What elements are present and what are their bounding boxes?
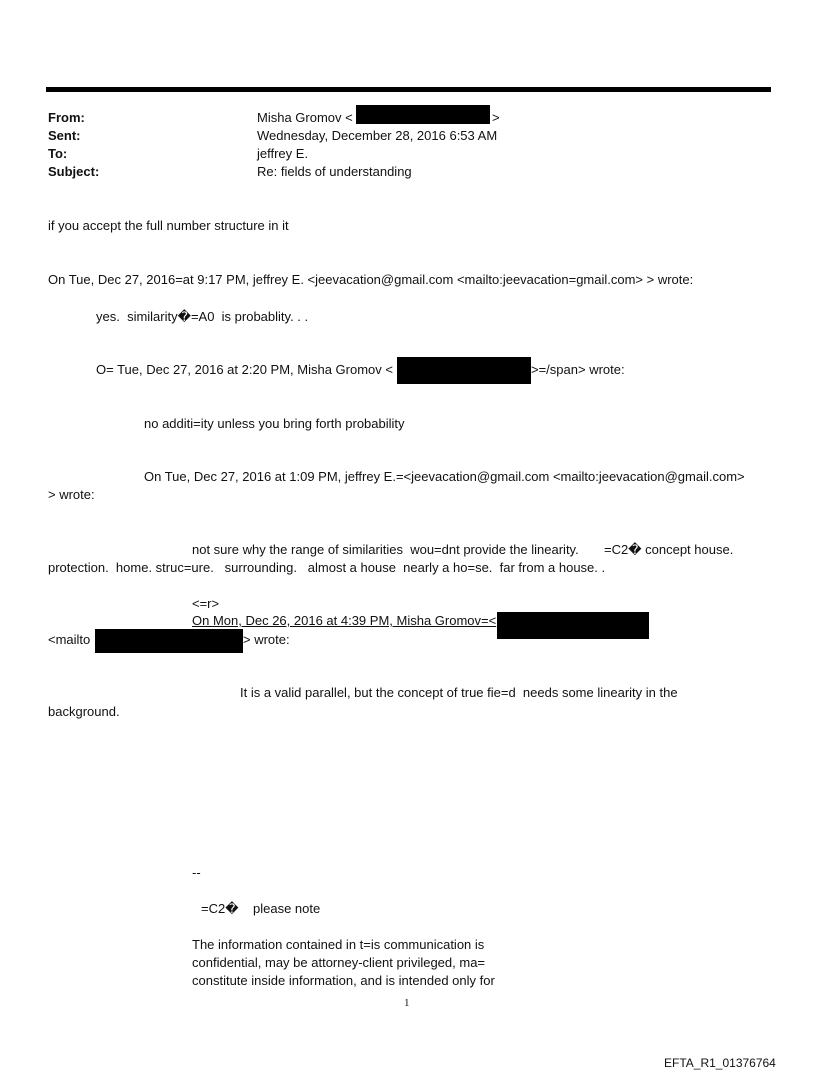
redaction-bar xyxy=(397,357,531,384)
to-label: To: xyxy=(48,146,68,161)
signature-disclaimer-line1: The information contained in t=is communication is xyxy=(192,937,485,952)
header-divider-rule xyxy=(46,87,771,92)
subject-label: Subject: xyxy=(48,164,100,179)
to-value: jeffrey E. xyxy=(257,146,309,161)
document-id-stamp: EFTA_R1_01376764 xyxy=(664,1056,776,1070)
redaction-bar xyxy=(95,629,243,653)
signature-disclaimer-line2: confidential, may be attorney-client privileged, ma= xyxy=(192,955,486,970)
signature-note: =C2� please note xyxy=(201,901,321,916)
sent-label: Sent: xyxy=(48,128,81,143)
quote4-line-break: <=r> xyxy=(192,596,220,611)
quote4-header-line1: On Mon, Dec 26, 2016 at 4:39 PM, Misha Gromov=< xyxy=(192,613,497,628)
quote4-text-line2: background. xyxy=(48,704,120,719)
quote4-header-line2-prefix: <mailto xyxy=(48,632,91,647)
quote4-text-line1: It is a valid parallel, but the concept of true fie=d needs some linearity in the xyxy=(240,685,678,700)
quote3-text-line2: protection. home. struc=ure. surrounding. almost a house nearly a ho=se. far from a house. . xyxy=(48,560,606,575)
signature-dashes: -- xyxy=(192,865,201,880)
quote3-header-line2: > wrote: xyxy=(48,487,95,502)
quote3-text-line1: not sure why the range of similarities wou=dnt provide the linearity. =C2� concept house. xyxy=(192,542,734,557)
page-number: 1 xyxy=(404,997,410,1009)
from-label: From: xyxy=(48,110,85,125)
quote1-header: On Tue, Dec 27, 2016=at 9:17 PM, jeffrey E. <jeevacation@gmail.com <mailto:jeevacation=gmail.com> > wrote: xyxy=(48,272,694,287)
signature-disclaimer-line3: constitute inside information, and is intended only for xyxy=(192,973,495,988)
quote2-header-prefix: O= Tue, Dec 27, 2016 at 2:20 PM, Misha Gromov < xyxy=(96,362,393,377)
quote3-header-line1: On Tue, Dec 27, 2016 at 1:09 PM, jeffrey E.=<jeevacation@gmail.com <mailto:jeevacation@gmail.com> xyxy=(144,469,745,484)
quote2-header-suffix: >=/span> wrote: xyxy=(531,362,625,377)
redaction-bar xyxy=(356,105,490,124)
from-value-suffix: > xyxy=(492,110,500,125)
redaction-bar xyxy=(497,612,649,639)
sent-value: Wednesday, December 28, 2016 6:53 AM xyxy=(257,128,498,143)
quote4-header-line2-suffix: > wrote: xyxy=(243,632,290,647)
quote1-text: yes. similarity�=A0 is probablity. . . xyxy=(96,309,309,324)
subject-value: Re: fields of understanding xyxy=(257,164,412,179)
quote2-text: no additi=ity unless you bring forth probability xyxy=(144,416,405,431)
from-value-prefix: Misha Gromov < xyxy=(257,110,353,125)
body-reply-line: if you accept the full number structure in it xyxy=(48,218,289,233)
